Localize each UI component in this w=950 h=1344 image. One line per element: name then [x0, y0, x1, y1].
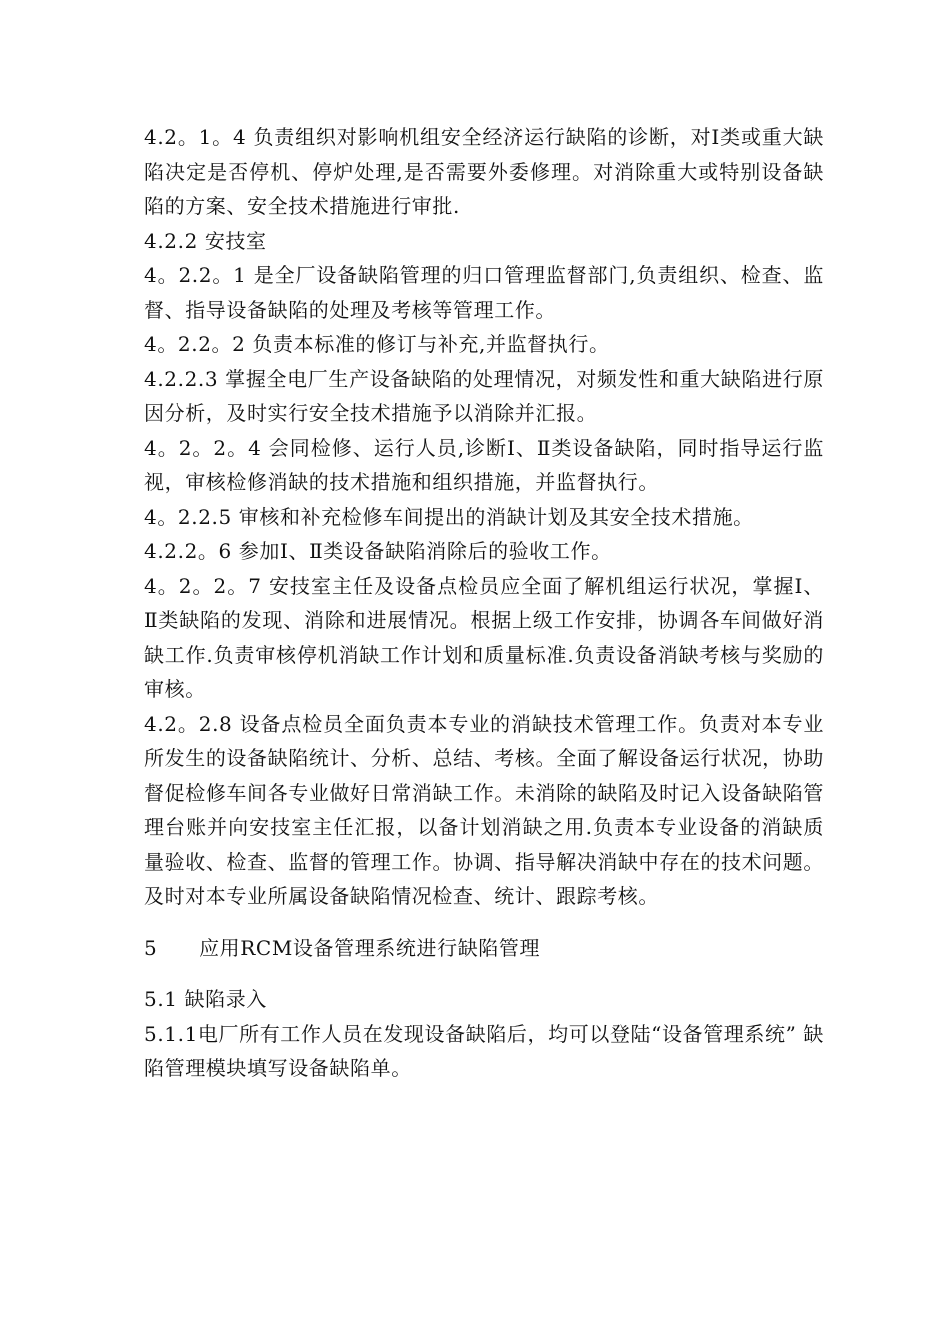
heading-section-5-1: 5.1 缺陷录入	[144, 987, 267, 1011]
paragraph-4-2-2-6: 4.2.2。6 参加Ⅰ、Ⅱ类设备缺陷消除后的验收工作。	[144, 539, 612, 563]
paragraph-4-2-2-2: 4。2.2。2 负责本标准的修订与补充,并监督执行。	[144, 332, 610, 356]
paragraph-5-1-1: 5.1.1电厂所有工作人员在发现设备缺陷后，均可以登陆“设备管理系统” 缺陷管理模块填写设备缺陷单。	[144, 1021, 824, 1080]
paragraph-4-2-1-4: 4.2。1。4 负责组织对影响机组安全经济运行缺陷的诊断，对Ⅰ类或重大缺陷决定是否停机、停炉处理,是否需要外委修理。对消除重大或特别设备缺陷的方案、安全技术措施进行审批.	[144, 125, 824, 218]
paragraph-4-2-2-5: 4。2.2.5 审核和补充检修车间提出的消缺计划及其安全技术措施。	[144, 504, 754, 529]
paragraph-4-2-2-3: 4.2.2.3 掌握全电厂生产设备缺陷的处理情况，对频发性和重大缺陷进行原因分析，及时实行安全技术措施予以消除并汇报。	[144, 366, 824, 425]
paragraph-4-2-2-7: 4。2。2。7 安技室主任及设备点检员应全面了解机组运行状况，掌握Ⅰ、Ⅱ类缺陷的发现、消除和进展情况。根据上级工作安排，协调各车间做好消缺工作.负责审核停机消缺工作计划和质量标准.负责设备消缺考核与奖励的审核。	[144, 573, 824, 701]
paragraph-4-2-2-1: 4。2.2。1 是全厂设备缺陷管理的归口管理监督部门,负责组织、检查、监督、指导设备缺陷的处理及考核等管理工作。	[144, 263, 824, 322]
heading-section-5: 5 应用RCM设备管理系统进行缺陷管理	[144, 935, 541, 960]
paragraph-4-2-2-4: 4。2。2。4 会同检修、运行人员,诊断Ⅰ、Ⅱ类设备缺陷，同时指导运行监视，审核检修消缺的技术措施和组织措施，并监督执行。	[144, 435, 824, 494]
paragraph-4-2-2-8: 4.2。2.8 设备点检员全面负责本专业的消缺技术管理工作。负责对本专业所发生的设备缺陷统计、分析、总结、考核。全面了解设备运行状况，协助督促检修车间各专业做好日常消缺工作。未消除的缺陷及时记入设备缺陷管理台账并向安技室主任汇报，以备计划消缺之用.负责本专业设备的消缺质量验收、检查、监督的管理工作。协调、指导解决消缺中存在的技术问题。及时对本专业所属设备缺陷情况检查、统计、跟踪考核。	[144, 711, 824, 908]
document-body	[144, 120, 824, 1086]
heading-4-2-2: 4.2.2 安技室	[144, 228, 267, 253]
